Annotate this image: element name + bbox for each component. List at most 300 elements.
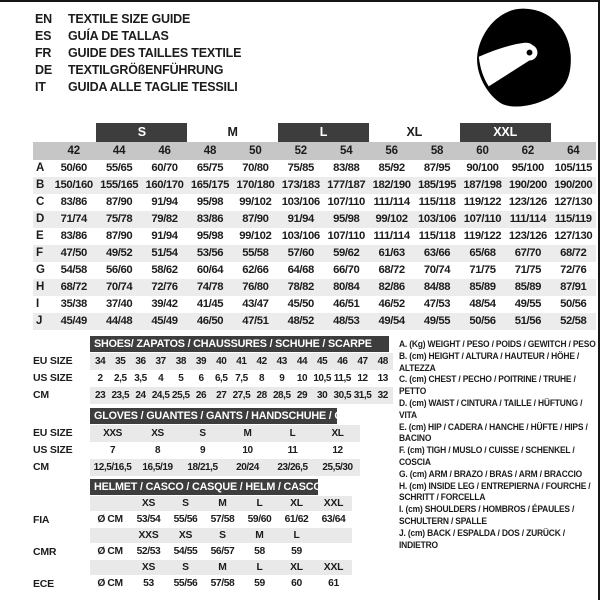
helmet-size-header: XL: [278, 496, 315, 511]
helmet-value: 59/60: [247, 514, 272, 525]
row-letter: J: [33, 313, 51, 330]
size-value: 150/160: [51, 177, 96, 194]
value-cell: 31,5: [352, 387, 372, 404]
helmet-standard-label: FIA: [33, 514, 50, 526]
section-title-row: [90, 479, 352, 496]
value-cell: 6: [198, 373, 204, 384]
value-cell: 28,5: [272, 387, 292, 404]
size-value: 75/78: [96, 211, 141, 228]
size-value: 99/102: [369, 211, 414, 228]
legend-item: J. (cm) BACK / ESPALDA / DOS / ZURÜCK / INDIETRO: [399, 526, 565, 550]
size-value: 83/86: [60, 196, 87, 208]
size-value: 71/75: [469, 264, 496, 276]
size-value: 67/70: [505, 245, 550, 262]
row-label: EU SIZE: [33, 427, 73, 439]
size-value: 39/42: [151, 298, 178, 310]
size-value: 66/70: [333, 264, 360, 276]
value-cell: 9: [199, 445, 206, 456]
value-cell: 46: [332, 353, 352, 370]
number-row-spacer: [33, 142, 51, 160]
size-value: 46/52: [378, 298, 405, 310]
value-cell: 24: [130, 387, 150, 404]
helmet-size-header: XS: [130, 496, 167, 511]
value-cell: 10: [296, 373, 308, 384]
size-value: 47/53: [423, 298, 451, 310]
helmet-value: 57/58: [210, 514, 235, 525]
value-cell: XS: [135, 425, 180, 442]
helmet-size-header: [315, 528, 352, 543]
row-letter: A: [36, 162, 45, 174]
helmet-value: 55/56: [173, 514, 198, 525]
size-value: 83/86: [187, 211, 232, 228]
row-letter: C: [36, 196, 45, 208]
row-letter: H: [33, 279, 51, 296]
legend-item: B. (cm) HEIGHT / ALTURA / HAUTEUR / HÖHE / ALTEZZA: [399, 349, 580, 373]
size-value: 123/126: [508, 196, 547, 208]
size-value: 41/45: [196, 298, 224, 310]
size-value: 127/130: [554, 230, 593, 242]
value-cell: 35: [110, 353, 130, 370]
helmet-value: 60: [291, 578, 302, 589]
value-cell: XXS: [90, 425, 135, 442]
section-title-row: [90, 336, 393, 353]
title-row-spacer: [33, 408, 90, 425]
size-value: 55/58: [233, 245, 278, 262]
size-value: 190/200: [505, 177, 550, 194]
size-group-spacer: [33, 123, 96, 142]
helmet-size-header: XS: [167, 528, 204, 543]
value-cell: 12,5/16,5: [90, 459, 135, 476]
value-cell: 16,5/19: [135, 459, 180, 476]
unit-column-spacer: [90, 560, 130, 575]
row-label: CM: [33, 461, 49, 473]
size-value: 177/187: [324, 177, 369, 194]
size-value: 173/183: [278, 177, 323, 194]
diameter-unit-label: Ø CM: [97, 578, 123, 589]
size-value: 58/62: [151, 264, 178, 276]
gloves-size-table: [33, 408, 375, 476]
helmet-size-header: XL: [278, 560, 315, 575]
size-value: 91/94: [151, 196, 178, 208]
value-cell: 11,5: [333, 373, 351, 384]
legend-item: H. (cm) INSIDE LEG / ENTREPIERNA / FOURCHE / SCHRITT / FORCELLA: [399, 479, 591, 503]
value-cell: 38: [171, 353, 191, 370]
size-value: 83/86: [60, 230, 87, 242]
size-value: 103/106: [281, 196, 320, 208]
size-value: 72/76: [142, 279, 187, 296]
size-value: 103/106: [414, 211, 459, 228]
language-row: [35, 28, 241, 45]
size-value: 45/49: [51, 313, 96, 330]
size-value: 37/40: [105, 298, 133, 310]
euro-size-header: 58: [414, 142, 459, 160]
helmet-size-header: XXS: [130, 528, 167, 543]
size-value: 49/52: [96, 245, 141, 262]
size-group-spacer: [551, 123, 596, 142]
value-cell: 12: [332, 445, 343, 456]
size-value: 187/198: [460, 177, 505, 194]
size-value: 44/48: [96, 313, 141, 330]
euro-size-header: 48: [187, 142, 232, 160]
helmet-size-header: L: [278, 528, 315, 543]
value-cell: 26: [191, 387, 211, 404]
size-value: 49/55: [414, 313, 459, 330]
value-cell: S: [180, 425, 225, 442]
size-value: 70/74: [96, 279, 141, 296]
diameter-unit-label: Ø CM: [97, 546, 123, 557]
value-cell: 9: [279, 373, 285, 384]
euro-size-header: 50: [233, 142, 278, 160]
legend-item: E. (cm) HIP / CADERA / HANCHE / HÜFTE / HIPS / BACINO: [399, 420, 588, 444]
euro-size-header: 62: [505, 142, 550, 160]
shoes-size-table: [33, 336, 393, 404]
value-cell: 11: [287, 445, 298, 456]
size-value: 87/90: [105, 196, 133, 208]
helmet-size-header: S: [167, 496, 204, 511]
size-value: 60/64: [196, 264, 224, 276]
measurement-legend: [399, 338, 599, 550]
value-cell: XL: [315, 425, 360, 442]
size-value: 65/75: [196, 162, 224, 174]
helmet-value: 59: [254, 578, 265, 589]
guide-title: GUÍA DE TALLAS: [68, 29, 169, 43]
size-value: 84/88: [414, 279, 459, 296]
language-row: [35, 11, 241, 28]
value-cell: 10: [242, 445, 253, 456]
size-value: 85/89: [460, 279, 505, 296]
size-value: 50/56: [560, 298, 587, 310]
size-value: 85/92: [378, 162, 405, 174]
unit-column-spacer: [90, 496, 130, 511]
euro-size-header: 56: [369, 142, 414, 160]
size-value: 111/114: [373, 230, 410, 242]
size-value: 115/118: [418, 196, 456, 208]
size-value: 75/85: [287, 162, 314, 174]
value-cell: 23,5: [110, 387, 130, 404]
size-value: 64/68: [287, 264, 314, 276]
euro-size-header: 54: [324, 142, 369, 160]
size-value: 83/88: [333, 162, 360, 174]
row-letter: D: [33, 211, 51, 228]
euro-size-header: 60: [460, 142, 505, 160]
helmet-value: 53: [143, 578, 154, 589]
size-value: 72/76: [560, 264, 587, 276]
section-title-row: [90, 408, 375, 425]
size-value: 119/122: [463, 230, 502, 242]
value-cell: 7,5: [235, 373, 248, 384]
legend-item: I. (cm) SHOULDERS / HOMBROS / ÉPAULES / SCHULTERN / SPALLE: [399, 503, 575, 526]
size-value: 54/58: [60, 264, 87, 276]
language-code: FR: [35, 46, 52, 60]
euro-size-header: 44: [96, 142, 141, 160]
size-value: 50/60: [60, 162, 87, 174]
size-value: 50/56: [460, 313, 505, 330]
size-value: 53/56: [187, 245, 232, 262]
size-value: 111/114: [505, 211, 550, 228]
legend-item: A. (Kg) WEIGHT / PESO / POIDS / GEWITCH / PESO: [399, 338, 596, 349]
value-cell: 40: [211, 353, 231, 370]
euro-size-header: 42: [51, 142, 96, 160]
size-value: 60/70: [151, 162, 178, 174]
value-cell: M: [225, 425, 270, 442]
size-value: 56/60: [105, 264, 133, 276]
helmet-size-table: [33, 479, 352, 592]
size-value: 71/74: [51, 211, 96, 228]
value-cell: 36: [130, 353, 150, 370]
size-value: 95/98: [196, 196, 224, 208]
size-group-label: S: [96, 123, 187, 142]
value-cell: 27: [211, 387, 231, 404]
value-cell: 29: [292, 387, 312, 404]
size-value: 48/53: [324, 313, 369, 330]
size-value: 46/51: [333, 298, 360, 310]
size-value: 57/60: [278, 245, 323, 262]
guide-title: TEXTILE SIZE GUIDE: [68, 12, 191, 26]
title-row-spacer: [33, 336, 90, 353]
size-value: 78/82: [278, 279, 323, 296]
size-value: 95/98: [196, 230, 224, 242]
value-cell: 41: [231, 353, 251, 370]
value-cell: 27,5: [231, 387, 251, 404]
size-value: 80/84: [324, 279, 369, 296]
size-value: 74/78: [187, 279, 232, 296]
legend-item: F. (cm) TIGH / MUSLO / CUISSE / SCHENKEL / COSCIA: [399, 444, 575, 467]
value-cell: 39: [191, 353, 211, 370]
size-value: 99/102: [239, 230, 272, 242]
value-cell: 13: [377, 373, 388, 384]
value-cell: 2,5: [114, 373, 127, 384]
row-letter: B: [33, 177, 51, 194]
helmet-size-header: L: [241, 496, 278, 511]
size-value: 87/90: [105, 230, 133, 242]
size-value: 51/54: [142, 245, 187, 262]
value-cell: 24,5: [151, 387, 171, 404]
size-value: 46/50: [187, 313, 232, 330]
size-value: 107/110: [327, 230, 365, 242]
helmet-size-header: M: [204, 560, 241, 575]
value-cell: 34: [90, 353, 110, 370]
size-row-spacer: [33, 496, 90, 512]
size-value: 127/130: [554, 196, 593, 208]
size-row-spacer: [33, 560, 90, 576]
value-cell: 3,5: [134, 373, 147, 384]
row-label: CM: [33, 389, 49, 401]
size-value: 95/100: [511, 162, 544, 174]
language-title-list: [35, 11, 241, 96]
size-value: 90/100: [466, 162, 499, 174]
value-cell: 25,5: [171, 387, 191, 404]
section-title: HELMET / CASCO / CASQUE / HELM / CASCO: [94, 481, 322, 493]
size-value: 82/86: [369, 279, 414, 296]
unit-column-spacer: [90, 528, 130, 543]
helmet-value: 58: [254, 546, 265, 557]
helmet-size-header: L: [241, 560, 278, 575]
size-value: 79/82: [142, 211, 187, 228]
diameter-unit-label: Ø CM: [97, 514, 123, 525]
value-cell: 12: [357, 373, 368, 384]
size-value: 45/49: [142, 313, 187, 330]
size-value: 115/118: [418, 230, 456, 242]
size-value: 48/52: [278, 313, 323, 330]
size-group-label: M: [227, 125, 238, 139]
row-letter: F: [33, 245, 51, 262]
section-title-band: [90, 479, 322, 495]
size-value: 160/170: [142, 177, 187, 194]
euro-size-header: 52: [278, 142, 323, 160]
value-cell: 37: [151, 353, 171, 370]
size-value: 95/98: [324, 211, 369, 228]
size-row-spacer: [33, 528, 90, 544]
title-row-spacer: [33, 479, 90, 496]
value-cell: 47: [352, 353, 372, 370]
language-row: [35, 45, 241, 62]
size-value: 35/38: [60, 298, 87, 310]
helmet-value: 61/62: [284, 514, 309, 525]
size-value: 49/55: [514, 298, 541, 310]
value-cell: 30: [312, 387, 332, 404]
value-cell: 6,5: [214, 373, 228, 384]
value-cell: 23/26,5: [270, 459, 315, 476]
guide-title: GUIDA ALLE TAGLIE TESSILI: [68, 80, 238, 94]
language-code: IT: [35, 80, 46, 94]
helmet-size-header: M: [204, 496, 241, 511]
value-cell: 30,5: [332, 387, 352, 404]
size-value: 119/122: [463, 196, 502, 208]
size-value: 59/62: [324, 245, 369, 262]
value-cell: 8: [154, 445, 161, 456]
value-cell: 44: [292, 353, 312, 370]
section-title: GLOVES / GUANTES / GANTS / HANDSCHUHE / GUANTI: [94, 410, 375, 422]
section-title: SHOES/ ZAPATOS / CHAUSSURES / SCHUHE / SCARPE: [94, 338, 372, 350]
size-value: 107/110: [460, 211, 505, 228]
size-value: 185/195: [414, 177, 459, 194]
size-value: 47/51: [233, 313, 278, 330]
size-value: 45/50: [287, 298, 314, 310]
euro-size-header: 46: [142, 142, 187, 160]
size-value: 190/200: [551, 177, 596, 194]
row-label: EU SIZE: [33, 355, 73, 367]
helmet-standard-label: ECE: [33, 578, 54, 590]
size-value: 87/95: [423, 162, 451, 174]
helmet-value: 57/58: [210, 578, 235, 589]
section-title-band: [90, 336, 389, 352]
value-cell: 28: [252, 387, 272, 404]
size-value: 63/66: [414, 245, 459, 262]
helmet-value: 61: [328, 578, 339, 589]
size-value: 71/75: [514, 264, 541, 276]
helmet-value: 54/55: [173, 546, 198, 557]
size-value: 52/58: [551, 313, 596, 330]
helmet-value: 63/64: [321, 514, 346, 525]
size-value: 68/72: [551, 245, 596, 262]
size-value: 87/91: [551, 279, 596, 296]
value-cell: 42: [252, 353, 272, 370]
helmet-size-header: M: [241, 528, 278, 543]
helmet-value: 59: [291, 546, 302, 557]
size-value: 155/165: [96, 177, 141, 194]
size-value: 55/65: [105, 162, 133, 174]
size-value: 68/72: [51, 279, 96, 296]
size-value: 68/72: [378, 264, 405, 276]
size-value: 43/47: [242, 298, 269, 310]
value-cell: 10,5: [313, 373, 331, 384]
value-cell: 4: [158, 373, 164, 384]
size-value: 115/119: [551, 211, 596, 228]
helmet-value: 53/54: [136, 514, 161, 525]
size-value: 87/90: [233, 211, 278, 228]
row-label: US SIZE: [33, 372, 73, 384]
size-value: 65/68: [460, 245, 505, 262]
value-cell: 25,5/30: [315, 459, 360, 476]
helmet-size-header: S: [204, 528, 241, 543]
helmet-value: [315, 544, 352, 560]
size-value: 170/180: [233, 177, 278, 194]
size-value: 99/102: [239, 196, 272, 208]
helmet-size-header: S: [167, 560, 204, 575]
value-cell: 23: [90, 387, 110, 404]
guide-title: TEXTILGRÖßENFÜHRUNG: [68, 63, 224, 77]
legend-item: C. (cm) CHEST / PECHO / POITRINE / TRUHE / PETTO: [399, 373, 576, 397]
helmet-value: 52/53: [136, 546, 161, 557]
helmet-standard-label: CMR: [33, 546, 57, 558]
size-value: 62/66: [242, 264, 269, 276]
language-row: [35, 79, 241, 96]
size-group-label: XXL: [460, 123, 551, 142]
language-code: ES: [35, 29, 52, 43]
size-value: 70/74: [423, 264, 451, 276]
row-letter: E: [36, 230, 44, 242]
value-cell: 43: [272, 353, 292, 370]
section-title-band: [90, 408, 375, 424]
size-value: 85/89: [505, 279, 550, 296]
row-label: US SIZE: [33, 444, 73, 456]
size-group-label: XL: [406, 125, 423, 139]
size-value: 51/56: [505, 313, 550, 330]
size-value: 91/94: [151, 230, 178, 242]
size-value: 76/80: [233, 279, 278, 296]
size-value: 91/94: [278, 211, 323, 228]
value-cell: 7: [109, 445, 116, 456]
helmet-size-header: XXL: [315, 496, 352, 511]
value-cell: 48: [373, 353, 393, 370]
racing-helmet-icon: [461, 6, 581, 110]
legend-item: D. (cm) WAIST / CINTURA / TAILLE / HÜFTUNG / VITA: [399, 396, 583, 420]
helmet-size-header: XXL: [315, 560, 352, 575]
value-cell: 20/24: [225, 459, 270, 476]
size-value: 49/54: [369, 313, 414, 330]
helmet-value: 55/56: [173, 578, 198, 589]
value-cell: 32: [373, 387, 393, 404]
language-row: [35, 62, 241, 79]
language-code: DE: [35, 63, 52, 77]
helmet-size-header: XS: [130, 560, 167, 575]
guide-title: GUIDE DES TAILLES TEXTILE: [68, 46, 242, 60]
size-value: 111/114: [373, 196, 410, 208]
size-value: 103/106: [281, 230, 320, 242]
size-value: 61/63: [369, 245, 414, 262]
size-value: 123/126: [508, 230, 547, 242]
language-code: EN: [35, 12, 52, 26]
size-value: 70/80: [242, 162, 269, 174]
value-cell: 8: [259, 373, 265, 384]
size-value: 47/50: [51, 245, 96, 262]
row-letter: I: [36, 298, 39, 310]
size-value: 107/110: [327, 196, 365, 208]
value-cell: 18/21,5: [180, 459, 225, 476]
size-value: 165/175: [187, 177, 232, 194]
value-cell: 45: [312, 353, 332, 370]
euro-size-header: 64: [551, 142, 596, 160]
